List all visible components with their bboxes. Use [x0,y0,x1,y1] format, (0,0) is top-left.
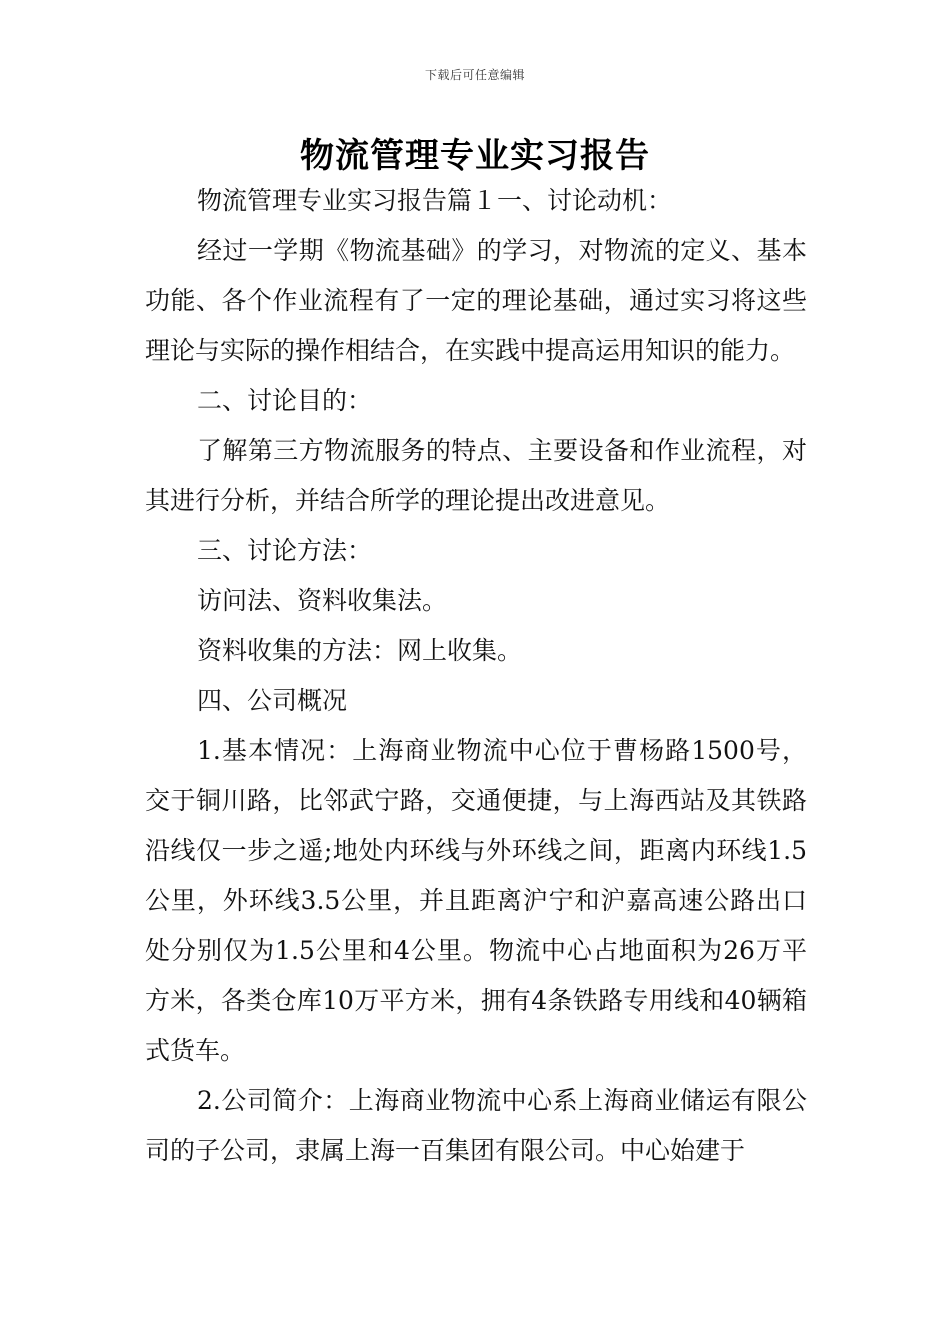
paragraph-company-intro: 2.公司简介：上海商业物流中心系上海商业储运有限公司的子公司，隶属上海一百集团有限公司。中心始建于 [145,1086,807,1165]
paragraph-purpose: 了解第三方物流服务的特点、主要设备和作业流程，对其进行分析，并结合所学的理论提出改进意见。 [145,436,807,515]
paragraph-basic-info: 1.基本情况：上海商业物流中心位于曹杨路1500号，交于铜川路，比邻武宁路，交通便捷，与上海西站及其铁路沿线仅一步之遥;地处内环线与外环线之间，距离内环线1.5公里，外环线3.5公里，并且距离沪宁和沪嘉高速公路出口处分别仅为1.5公里和4公里。物流中心占地面积为26万平方米，各类仓库10万平方米，拥有4条铁路专用线和40辆箱式货车。 [145,736,807,1065]
paragraph-intro-heading: 物流管理专业实习报告篇１一、讨论动机： [197,186,673,215]
paragraph-data-collection: 资料收集的方法：网上收集。 [197,636,523,665]
paragraph-company-heading: 四、公司概况 [197,686,348,715]
paragraph-method: 访问法、资料收集法。 [197,586,448,615]
document-title: 物流管理专业实习报告 [300,136,650,176]
paragraph-motivation: 经过一学期《物流基础》的学习，对物流的定义、基本功能、各个作业流程有了一定的理论基础，通过实习将这些理论与实际的操作相结合，在实践中提高运用知识的能力。 [145,236,807,365]
document-body [145,176,807,1176]
header-note: 下载后可任意编辑 [424,68,525,82]
paragraph-method-heading: 三、讨论方法： [197,536,373,565]
paragraph-purpose-heading: 二、讨论目的： [197,386,373,415]
